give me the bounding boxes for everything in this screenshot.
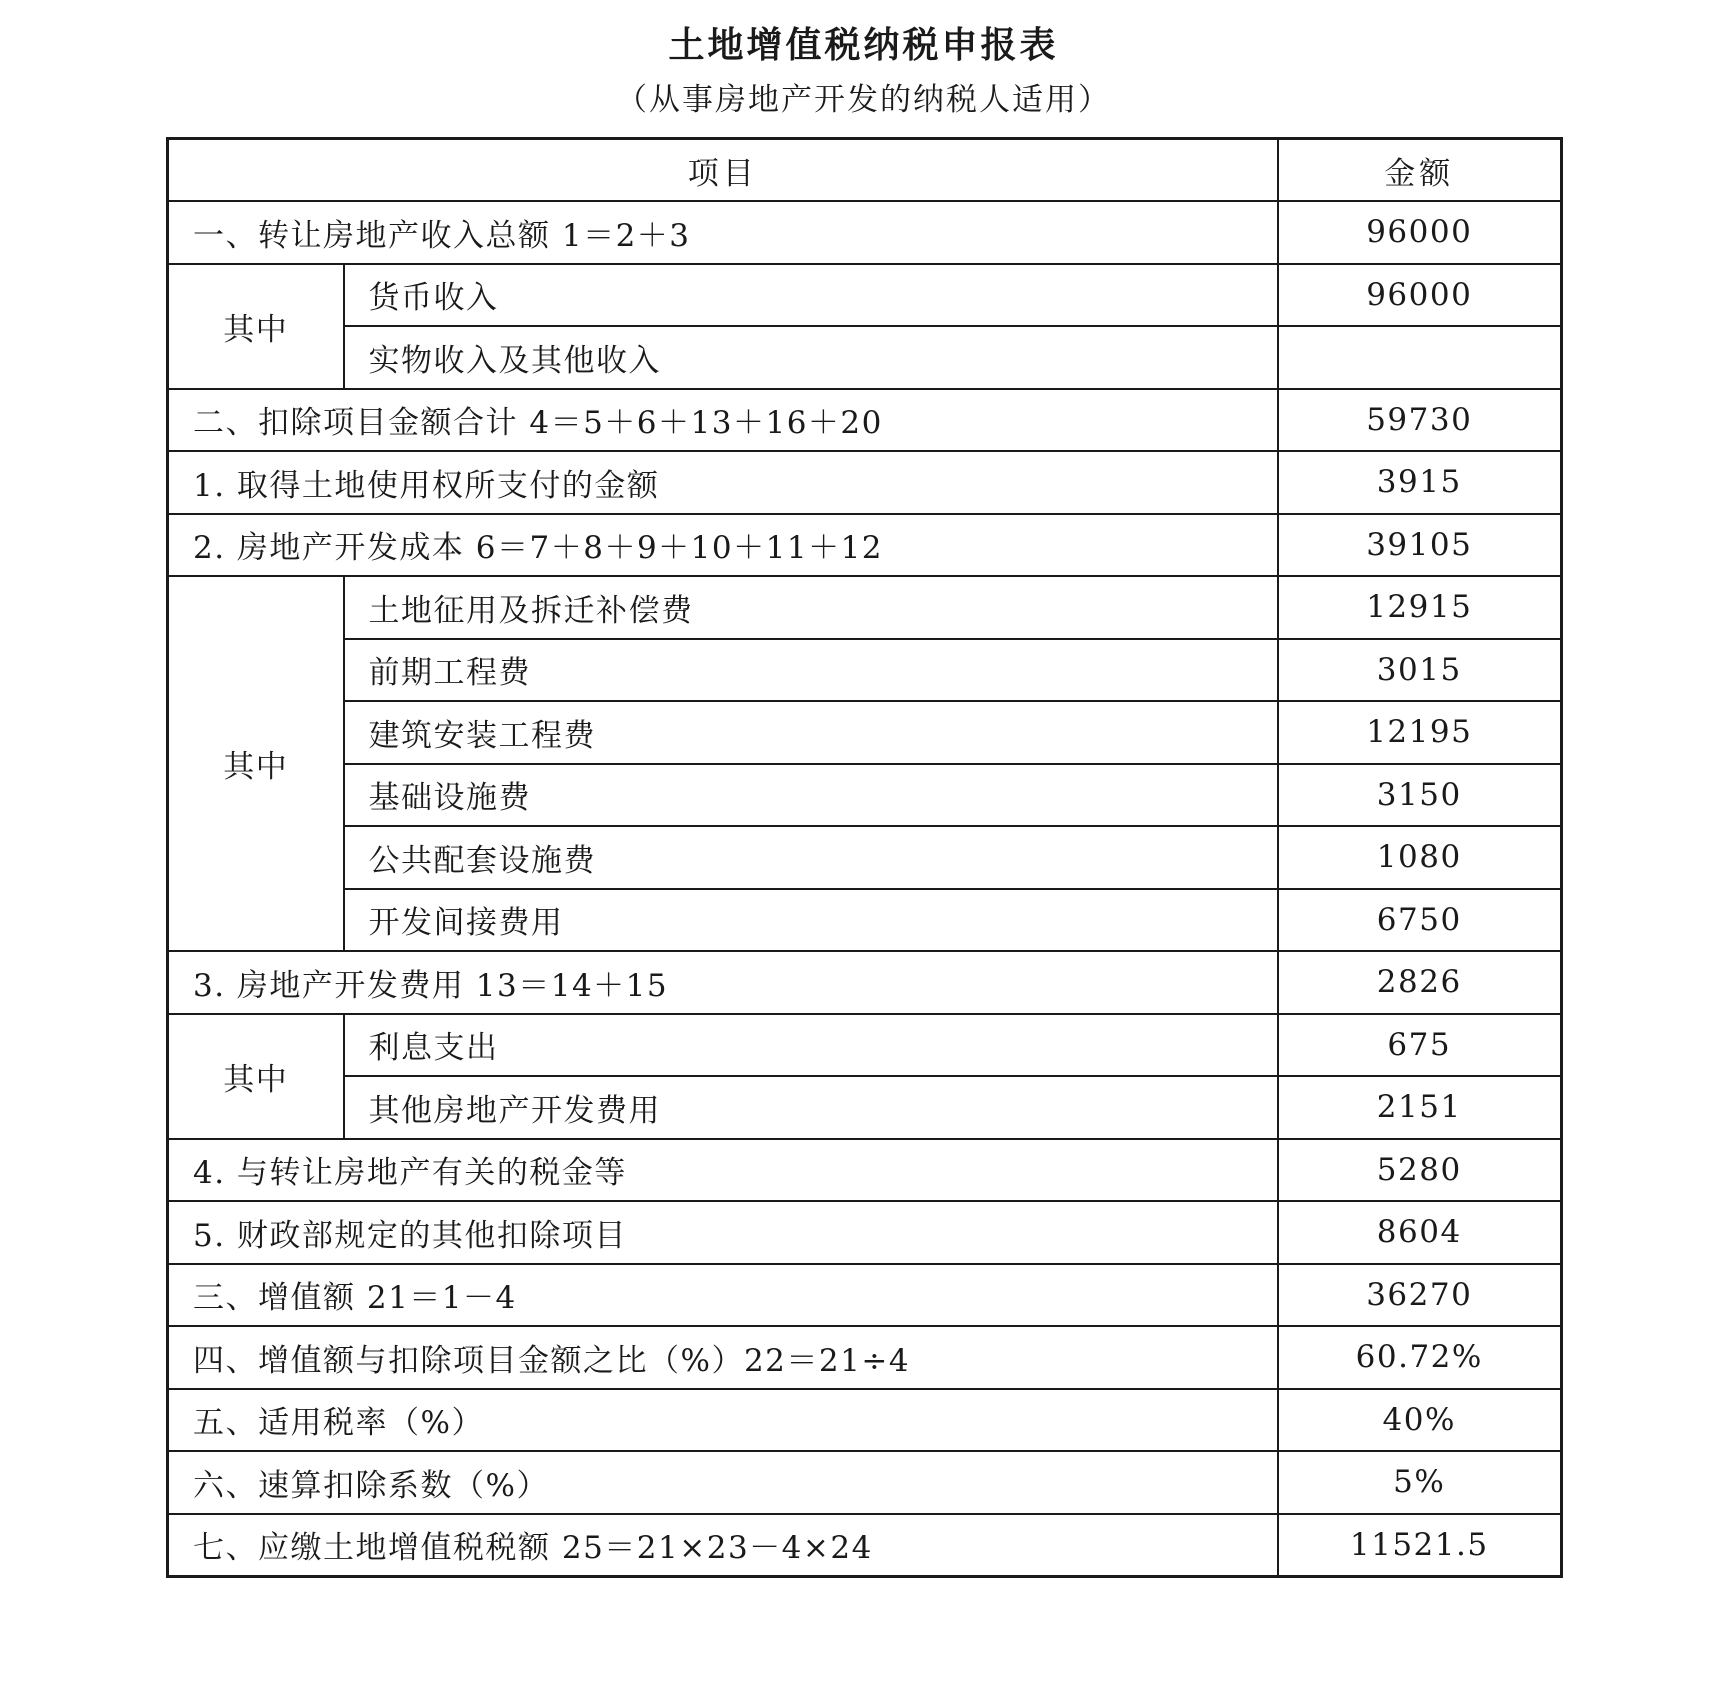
tax-declaration-table	[166, 137, 1563, 1578]
table-row	[168, 389, 1562, 452]
row-amount: 36270	[1278, 1264, 1562, 1327]
row-amount: 96000	[1278, 264, 1562, 327]
row-label: 土地征用及拆迁补偿费	[344, 576, 1278, 639]
row-amount: 59730	[1278, 389, 1562, 452]
row-label: 建筑安装工程费	[344, 701, 1278, 764]
table-row	[168, 1014, 1562, 1077]
row-amount: 5%	[1278, 1451, 1562, 1514]
table-row	[168, 826, 1562, 889]
row-label: 4. 与转让房地产有关的税金等	[168, 1139, 1278, 1202]
row-label: 货币收入	[344, 264, 1278, 327]
row-label: 七、应缴土地增值税税额 25＝21×23－4×24	[168, 1514, 1278, 1577]
table-row	[168, 264, 1562, 327]
column-header-item: 项目	[168, 139, 1278, 202]
row-label: 基础设施费	[344, 764, 1278, 827]
row-amount: 3915	[1278, 451, 1562, 514]
row-amount: 11521.5	[1278, 1514, 1562, 1577]
row-label: 开发间接费用	[344, 889, 1278, 952]
row-amount: 60.72%	[1278, 1326, 1562, 1389]
form-title: 土地增值税纳税申报表	[668, 25, 1059, 66]
row-label: 五、适用税率（%）	[168, 1389, 1278, 1452]
row-amount: 6750	[1278, 889, 1562, 952]
column-header-amount: 金额	[1278, 139, 1562, 202]
row-amount: 8604	[1278, 1201, 1562, 1264]
row-label: 3. 房地产开发费用 13＝14＋15	[168, 951, 1278, 1014]
group-label: 其中	[168, 264, 344, 389]
table-header-row	[168, 139, 1562, 202]
table-row	[168, 1264, 1562, 1327]
table-row	[168, 1201, 1562, 1264]
row-amount: 12915	[1278, 576, 1562, 639]
row-amount: 5280	[1278, 1139, 1562, 1202]
row-label: 2. 房地产开发成本 6＝7＋8＋9＋10＋11＋12	[168, 514, 1278, 577]
row-amount: 12195	[1278, 701, 1562, 764]
row-amount: 3015	[1278, 639, 1562, 702]
table-row	[168, 889, 1562, 952]
table-row	[168, 514, 1562, 577]
row-amount: 3150	[1278, 764, 1562, 827]
table-row	[168, 701, 1562, 764]
row-amount: 1080	[1278, 826, 1562, 889]
table-row	[168, 326, 1562, 389]
group-label: 其中	[168, 576, 344, 951]
table-row	[168, 451, 1562, 514]
table-row	[168, 1139, 1562, 1202]
table-row	[168, 1514, 1562, 1577]
row-label: 公共配套设施费	[344, 826, 1278, 889]
row-label: 实物收入及其他收入	[344, 326, 1278, 389]
table-row	[168, 764, 1562, 827]
row-label: 一、转让房地产收入总额 1＝2＋3	[168, 201, 1278, 264]
row-label: 六、速算扣除系数（%）	[168, 1451, 1278, 1514]
group-label: 其中	[168, 1014, 344, 1139]
row-amount	[1278, 326, 1562, 389]
row-label: 前期工程费	[344, 639, 1278, 702]
row-amount: 39105	[1278, 514, 1562, 577]
row-label: 利息支出	[344, 1014, 1278, 1077]
table-row	[168, 201, 1562, 264]
table-row	[168, 1076, 1562, 1139]
row-label: 二、扣除项目金额合计 4＝5＋6＋13＋16＋20	[168, 389, 1278, 452]
form-subtitle: （从事房地产开发的纳税人适用）	[616, 82, 1111, 118]
row-amount: 675	[1278, 1014, 1562, 1077]
row-label: 三、增值额 21＝1－4	[168, 1264, 1278, 1327]
table-row	[168, 951, 1562, 1014]
table-row	[168, 1451, 1562, 1514]
row-amount: 96000	[1278, 201, 1562, 264]
table-row	[168, 576, 1562, 639]
row-label: 其他房地产开发费用	[344, 1076, 1278, 1139]
table-row	[168, 1389, 1562, 1452]
row-label: 1. 取得土地使用权所支付的金额	[168, 451, 1278, 514]
row-label: 5. 财政部规定的其他扣除项目	[168, 1201, 1278, 1264]
row-amount: 2826	[1278, 951, 1562, 1014]
row-label: 四、增值额与扣除项目金额之比（%）22＝21÷4	[168, 1326, 1278, 1389]
row-amount: 2151	[1278, 1076, 1562, 1139]
table-row	[168, 639, 1562, 702]
table-row	[168, 1326, 1562, 1389]
row-amount: 40%	[1278, 1389, 1562, 1452]
